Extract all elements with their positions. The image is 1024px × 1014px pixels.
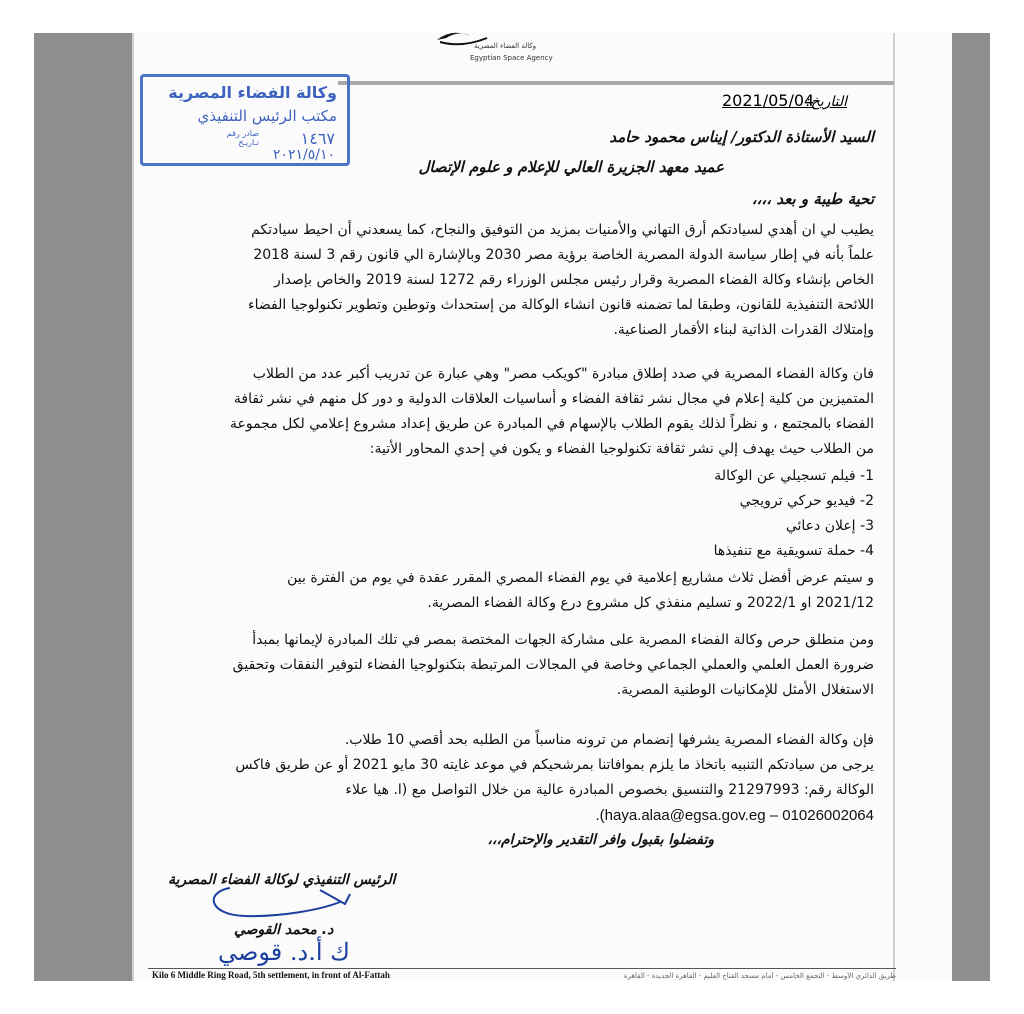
list-item: 3- إعلان دعائي xyxy=(785,518,874,534)
paragraph-line: يطيب لي ان أهدي لسيادتكم أرق التهاني والأمنيات بمزيد من التوفيق والنجاح، كما يسعدني أن احيط سيادتكم xyxy=(251,222,874,238)
paragraph-line: يرجى من سيادتكم التنبيه باتخاذ ما يلزم بموافاتنا بمرشحيكم في موعد غايته 30 مايو 2021 أو عن طريق فاكس xyxy=(235,757,874,773)
page-edge-right xyxy=(893,33,895,981)
paragraph-line: علماً بأنه في إطار سياسة الدولة المصرية الخاصة برؤية مصر 2030 وبالإشارة الي قانون رقم 3 لسنة 2018 xyxy=(253,247,874,263)
paragraph-line: ومن منطلق حرص وكالة الفضاء المصرية على مشاركة الجهات المختصة بمصر في تلك المبادرة لإيمانها بمبدأ xyxy=(252,632,874,648)
contact-line: .(haya.alaa@egsa.gov.eg – 01026002064 xyxy=(595,807,874,824)
paragraph-line: المتميزين من كلية إعلام في مجال نشر ثقافة الفضاء و أساسيات العلاقات الدولية و دور كل منهم في نشر ثقافة xyxy=(233,391,874,407)
paragraph-line: من الطلاب حيث يهدف إلي نشر ثقافة تكنولوجيا الفضاء و يكون في إحدي المحاور الأتية: xyxy=(369,441,874,457)
page-edge-left xyxy=(132,33,134,981)
date-value: 2021/05/04 xyxy=(722,91,815,110)
list-item: 4- حملة تسويقية مع تنفيذها xyxy=(713,543,874,559)
paragraph-line: وإمتلاك القدرات الذاتية لبناء الأقمار الصناعية. xyxy=(613,322,874,338)
paragraph-participation xyxy=(154,628,874,703)
list-item: 1- فيلم تسجيلي عن الوكالة xyxy=(714,468,874,484)
recipient-title: عميد معهد الجزيرة العالي للإعلام و علوم الإتصال xyxy=(418,158,724,176)
paragraph-line: الاستغلال الأمثل للإمكانيات الوطنية المصرية. xyxy=(616,682,874,698)
footer-address-arabic: طريق الدائري الأوسط - التجمع الخامس - أمام مسجد الفتاح العليم - القاهرة الجديدة - القاهرة xyxy=(623,972,896,980)
handwritten-signature: ك أ.د. قوصي xyxy=(218,938,350,966)
paragraph-request xyxy=(154,728,874,828)
paragraph-line: اللائحة التنفيذية للقانون، وطبقا لما تضمنه قانون انشاء الوكالة من إستحداث وتوطين وتطوير تكنولوجيا الفضاء xyxy=(248,297,874,313)
paragraph-line: 2021/12 او 2022/1 و تسليم منفذي كل مشروع درع وكالة الفضاء المصرية. xyxy=(427,595,874,611)
paragraph-line: الخاص بإنشاء وكالة الفضاء المصرية وقرار رئيس مجلس الوزراء رقم 1272 لسنة 2019 والخاص بإصدار xyxy=(274,272,874,288)
stamp-date-label: تـاريـخ xyxy=(238,138,259,147)
recipient-name: السيد الأستاذة الدكتور/ إيناس محمود حامد xyxy=(609,128,874,146)
stamp-number: ١٤٦٧ xyxy=(300,129,335,148)
list-item: 2- فيديو حركي ترويجي xyxy=(739,493,874,509)
stamp-agency: وكالة الفضاء المصرية xyxy=(168,83,337,102)
paragraph-initiative xyxy=(154,362,874,462)
signatory-name: د. محمد القوصي xyxy=(234,922,334,938)
agency-name-arabic: وكالة الفضاء المصرية xyxy=(474,42,537,50)
right-margin-gray xyxy=(952,33,990,981)
signatory-title: الرئيس التنفيذي لوكالة الفضاء المصرية xyxy=(168,872,396,888)
stamp-labels xyxy=(227,129,259,147)
paragraph-line: فان وكالة الفضاء المصرية في صدد إطلاق مبادرة "كويكب مصر" وهي عبارة عن تدريب أكبر عدد من الطلاب xyxy=(252,366,874,382)
stamp-date: ٢٠٢١/٥/١٠ xyxy=(272,147,335,163)
paragraph-line: ضرورة العمل العلمي والعملي الجماعي وخاصة في المجالات المرتبطة بتكنولوجيا الفضاء لتوفير النفقات وتحقيق xyxy=(232,657,874,673)
footer-rule xyxy=(148,968,896,969)
footer-address-english: Kilo 6 Middle Ring Road, 5th settlement, in front of Al-Fattah xyxy=(152,970,390,980)
stamp-office: مكتب الرئيس التنفيذي xyxy=(197,107,337,125)
stamp-outgoing-label: صادر رقم xyxy=(226,129,259,138)
paragraph-line: و سيتم عرض أفضل ثلاث مشاريع إعلامية في يوم الفضاء المصري المقرر عقدة في يوم من الفترة بين xyxy=(287,570,874,586)
paragraph-line: فإن وكالة الفضاء المصرية يشرفها إنضمام من ترونه مناسباً من الطلبه بحد أقصي 10 طلاب. xyxy=(344,732,874,748)
closing: وتفضلوا بقبول وافر التقدير والإحترام،،، xyxy=(487,832,714,848)
paragraph-intro xyxy=(154,218,874,343)
agency-name-english: Egyptian Space Agency xyxy=(470,54,553,62)
paragraph-line: الوكالة رقم: 21297993 والتنسيق بخصوص المبادرة عالية من خلال التواصل مع (ا. هيا علاء xyxy=(345,782,874,798)
office-stamp xyxy=(140,74,350,166)
header-rule xyxy=(338,81,894,85)
project-axes-list xyxy=(474,464,874,564)
greeting: تحية طيبة و بعد ،،،، xyxy=(751,190,874,208)
date-label: التاريخ: xyxy=(806,94,848,110)
paragraph-awards xyxy=(154,566,874,616)
left-margin-gray xyxy=(34,33,132,981)
paragraph-line: الفضاء بالمجتمع ، و نظراً لذلك يقوم الطلاب بالإسهام في المبادرة عن طريق إعداد مشروع إعلامي لكل مجموعة xyxy=(230,416,874,432)
